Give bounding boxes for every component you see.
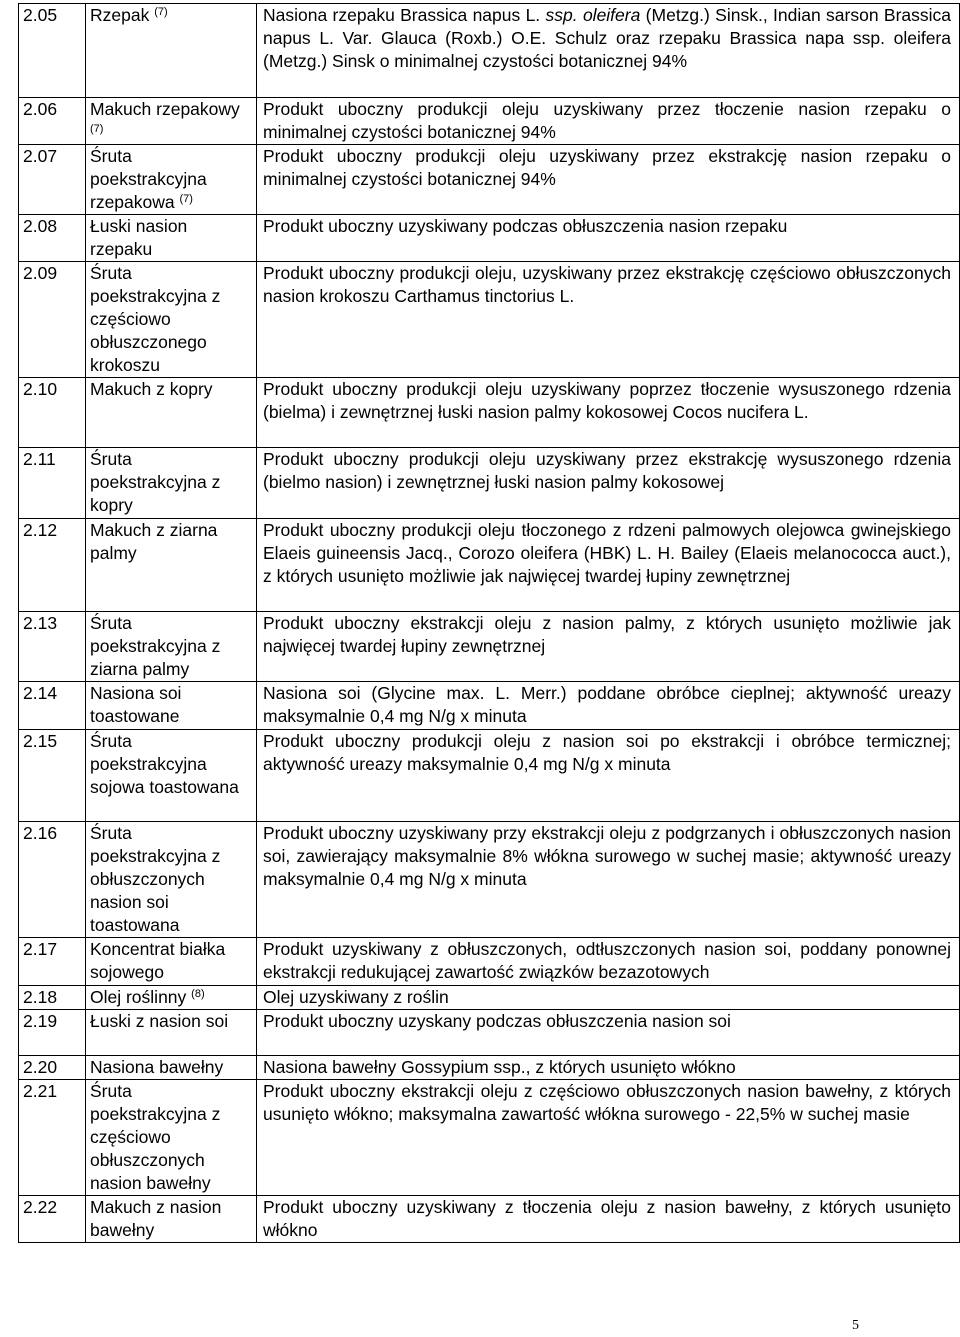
footnote-ref: (7) [154, 6, 168, 18]
item-name: Śruta poekstrakcyjna z obłuszczonych nasion soi toastowana [90, 823, 221, 935]
item-number: 2.06 [19, 98, 86, 145]
item-number: 2.08 [19, 215, 86, 262]
table-row [19, 262, 960, 378]
item-name: Makuch z ziarna palmy [90, 520, 218, 563]
item-name-cell [86, 1080, 257, 1196]
item-name-cell [86, 519, 257, 612]
item-name-cell [86, 262, 257, 378]
item-description: Produkt uboczny produkcji oleju z nasion soi po ekstrakcji i obróbce termicznej; aktywność ureazy maksymalnie 0,4 mg N/g x minuta [257, 730, 960, 822]
table-row [19, 448, 960, 519]
item-number: 2.16 [19, 822, 86, 938]
item-name: Makuch rzepakowy [90, 99, 240, 119]
table-row [19, 938, 960, 986]
item-number: 2.09 [19, 262, 86, 378]
footnote-ref: (7) [90, 123, 104, 135]
table-row [19, 822, 960, 938]
item-name-cell [86, 1196, 257, 1243]
item-description: Produkt uboczny produkcji oleju uzyskiwany przez ekstrakcję wysuszonego rdzenia (bielmo nasion) i zewnętrznej łuski nasion palmy kokosowej [257, 448, 960, 519]
item-number: 2.20 [19, 1056, 86, 1080]
item-number: 2.13 [19, 612, 86, 682]
item-number: 2.10 [19, 378, 86, 448]
item-number: 2.22 [19, 1196, 86, 1243]
item-description: Produkt uboczny produkcji oleju tłoczonego z rdzeni palmowych olejowca gwinejskiego Elaeis guineensis Jacq., Corozo oleifera (HBK) L. H. Bailey (Elaeis melanococca auct.), z których usunięto możliwie jak najwięcej twardej łupiny zewnętrznej [257, 519, 960, 612]
item-description: Produkt uboczny ekstrakcji oleju z nasion palmy, z których usunięto możliwie jak najwięcej twardej łupiny zewnętrznej [257, 612, 960, 682]
feed-materials-table [18, 3, 960, 1243]
item-name: Śruta poekstrakcyjna sojowa toastowana [90, 731, 239, 797]
item-name-cell [86, 98, 257, 145]
item-name-cell [86, 986, 257, 1010]
item-name: Łuski z nasion soi [90, 1011, 229, 1031]
item-name: Śruta poekstrakcyjna z częściowo obłuszczonego krokoszu [90, 263, 221, 375]
table-row [19, 519, 960, 612]
item-name-cell [86, 215, 257, 262]
item-number: 2.07 [19, 145, 86, 215]
item-description: Produkt uboczny produkcji oleju, uzyskiwany przez ekstrakcję częściowo obłuszczonych nasion krokoszu Carthamus tinctorius L. [257, 262, 960, 378]
item-name-cell [86, 822, 257, 938]
item-description: Nasiona rzepaku Brassica napus L. ssp. oleifera (Metzg.) Sinsk., Indian sarson Brassica napus L. Var. Glauca (Roxb.) O.E. Schulz oraz rzepaku Brassica napa ssp. oleifera (Metzg.) Sinsk o minimalnej czystości botanicznej 94% [257, 4, 960, 98]
item-name: Nasiona bawełny [90, 1057, 224, 1077]
item-name-cell [86, 682, 257, 730]
table-row [19, 730, 960, 822]
item-name: Śruta poekstrakcyjna z częściowo obłuszczonych nasion bawełny [90, 1081, 221, 1193]
item-name: Makuch z kopry [90, 379, 213, 399]
item-description: Produkt uboczny ekstrakcji oleju z częściowo obłuszczonych nasion bawełny, z których usunięto włókno; maksymalna zawartość włókna surowego - 22,5% w suchej masie [257, 1080, 960, 1196]
table-row [19, 1196, 960, 1243]
item-number: 2.18 [19, 986, 86, 1010]
footnote-ref: (7) [179, 193, 193, 205]
item-number: 2.14 [19, 682, 86, 730]
item-description: Produkt uboczny produkcji oleju uzyskiwany przez tłoczenie nasion rzepaku o minimalnej czystości botanicznej 94% [257, 98, 960, 145]
table-row [19, 4, 960, 98]
item-name-cell [86, 1010, 257, 1056]
item-description: Nasiona soi (Glycine max. L. Merr.) poddane obróbce cieplnej; aktywność ureazy maksymalnie 0,4 mg N/g x minuta [257, 682, 960, 730]
item-name-cell [86, 448, 257, 519]
table-row [19, 682, 960, 730]
table-row [19, 612, 960, 682]
item-description: Produkt uboczny uzyskiwany przy ekstrakcji oleju z podgrzanych i obłuszczonych nasion soi, zawierający maksymalnie 8% włókna surowego w suchej masie; aktywność ureazy maksymalnie 0,4 mg N/g x minuta [257, 822, 960, 938]
item-name-cell [86, 938, 257, 986]
table-row [19, 98, 960, 145]
item-name-cell [86, 730, 257, 822]
item-number: 2.05 [19, 4, 86, 98]
table-row [19, 378, 960, 448]
item-description: Produkt uboczny produkcji oleju uzyskiwany przez ekstrakcję nasion rzepaku o minimalnej czystości botanicznej 94% [257, 145, 960, 215]
item-name-cell [86, 4, 257, 98]
item-description: Produkt uboczny uzyskiwany z tłoczenia oleju z nasion bawełny, z których usunięto włókno [257, 1196, 960, 1243]
table-row [19, 1010, 960, 1056]
item-number: 2.21 [19, 1080, 86, 1196]
item-name: Śruta poekstrakcyjna z kopry [90, 449, 221, 515]
item-name: Nasiona soi toastowane [90, 683, 182, 726]
item-description: Nasiona bawełny Gossypium ssp., z których usunięto włókno [257, 1056, 960, 1080]
footnote-ref: (8) [191, 988, 205, 1000]
item-name: Rzepak [90, 5, 150, 25]
item-name-cell [86, 378, 257, 448]
table-row [19, 986, 960, 1010]
item-name: Śruta poekstrakcyjna z ziarna palmy [90, 613, 221, 679]
table-row [19, 215, 960, 262]
table-row [19, 145, 960, 215]
item-name-cell [86, 612, 257, 682]
item-description: Produkt uzyskiwany z obłuszczonych, odtłuszczonych nasion soi, poddany ponownej ekstrakcji redukującej zawartość związków bezazotowych [257, 938, 960, 986]
item-description: Produkt uboczny uzyskiwany podczas obłuszczenia nasion rzepaku [257, 215, 960, 262]
item-name-cell [86, 145, 257, 215]
table-row [19, 1080, 960, 1196]
item-name: Olej roślinny [90, 987, 187, 1007]
page-number: 5 [852, 1318, 859, 1333]
item-description: Olej uzyskiwany z roślin [257, 986, 960, 1010]
item-description: Produkt uboczny uzyskany podczas obłuszczenia nasion soi [257, 1010, 960, 1056]
table-row [19, 1056, 960, 1080]
item-description: Produkt uboczny produkcji oleju uzyskiwany poprzez tłoczenie wysuszonego rdzenia (bielma) i zewnętrznej łuski nasion palmy kokosowej Cocos nucifera L. [257, 378, 960, 448]
table-body [19, 4, 960, 1243]
item-number: 2.17 [19, 938, 86, 986]
item-name: Łuski nasion rzepaku [90, 216, 188, 259]
item-number: 2.15 [19, 730, 86, 822]
item-name: Śruta poekstrakcyjna rzepakowa [90, 146, 207, 212]
item-number: 2.19 [19, 1010, 86, 1056]
item-name: Makuch z nasion bawełny [90, 1197, 222, 1240]
item-name: Koncentrat białka sojowego [90, 939, 226, 982]
item-number: 2.12 [19, 519, 86, 612]
item-number: 2.11 [19, 448, 86, 519]
item-name-cell [86, 1056, 257, 1080]
